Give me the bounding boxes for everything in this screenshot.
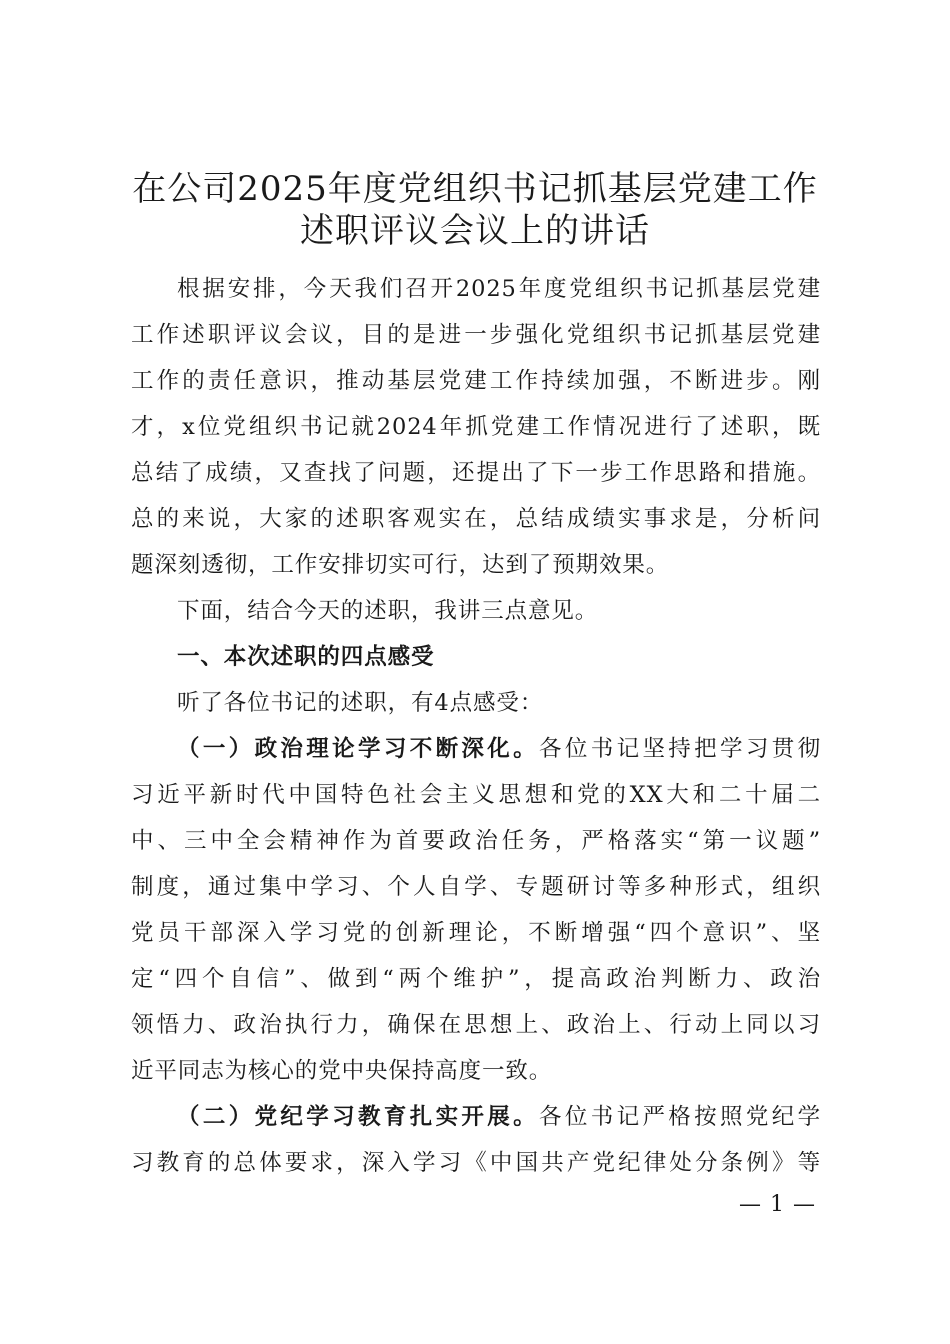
- paragraph-line: 工作述职评议会议，目的是进一步强化党组织书记抓基层党建: [131, 322, 821, 348]
- paragraph-line: 才，x位党组织书记就2024年抓党建工作情况进行了述职，既: [131, 414, 821, 440]
- paragraph-line: 总结了成绩，又查找了问题，还提出了下一步工作思路和措施。: [131, 460, 821, 486]
- page-number: — 1 —: [739, 1192, 816, 1217]
- paragraph-line: 党员干部深入学习党的创新理论，不断增强“四个意识”、坚: [131, 920, 821, 946]
- title-line-2: 述职评议会议上的讲话: [300, 211, 650, 251]
- paragraph-line: 根据安排，今天我们召开2025年度党组织书记抓基层党建: [177, 276, 821, 302]
- subsection-text: 各位书记坚持把学习贯彻: [539, 736, 821, 762]
- paragraph-line: 习教育的总体要求，深入学习《中国共产党纪律处分条例》等: [131, 1150, 821, 1176]
- paragraph-line: 下面，结合今天的述职，我讲三点意见。: [177, 598, 599, 624]
- paragraph-line: 定“四个自信”、做到“两个维护”，提高政治判断力、政治: [131, 966, 821, 992]
- paragraph-line: 听了各位书记的述职，有4点感受：: [177, 690, 544, 716]
- paragraph-line: 工作的责任意识，推动基层党建工作持续加强，不断进步。刚: [131, 368, 821, 394]
- paragraph-line: 习近平新时代中国特色社会主义思想和党的XX大和二十届二: [131, 782, 821, 808]
- subsection-lead: （二）党纪学习教育扎实开展。: [177, 1104, 540, 1130]
- paragraph-line: 领悟力、政治执行力，确保在思想上、政治上、行动上同以习: [131, 1012, 821, 1038]
- subsection-lead: （一）政治理论学习不断深化。: [177, 736, 540, 762]
- document-body: [131, 266, 821, 1186]
- section-heading: 一、本次述职的四点感受: [177, 644, 435, 670]
- title-line-1: 在公司2025年度党组织书记抓基层党建工作: [132, 169, 818, 209]
- subsection-first-line: [131, 1094, 821, 1140]
- subsection-first-line: [131, 726, 821, 772]
- paragraph-line: 题深刻透彻，工作安排切实可行，达到了预期效果。: [131, 552, 670, 578]
- paragraph-line: 中、三中全会精神作为首要政治任务，严格落实“第一议题”: [131, 828, 821, 854]
- paragraph-line: 制度，通过集中学习、个人自学、专题研讨等多种形式，组织: [131, 874, 821, 900]
- page-title: [100, 168, 850, 252]
- paragraph-line: 总的来说，大家的述职客观实在，总结成绩实事求是，分析问: [131, 506, 821, 532]
- paragraph-line: 近平同志为核心的党中央保持高度一致。: [131, 1058, 553, 1084]
- subsection-text: 各位书记严格按照党纪学: [539, 1104, 821, 1130]
